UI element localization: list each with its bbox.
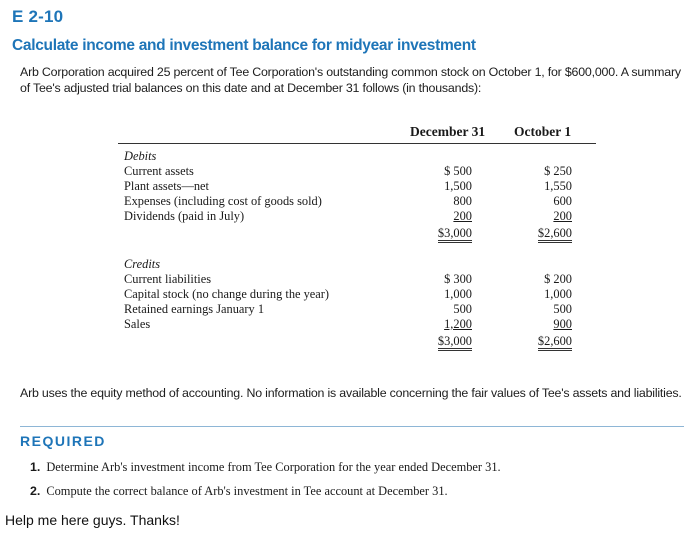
exercise-number: E 2-10 bbox=[12, 7, 64, 26]
debit-label: Plant assets—net bbox=[124, 179, 210, 193]
exercise-intro: Arb Corporation acquired 25 percent of Tee Corporation's outstanding common stock on October 1, for $600,000. A summary of Tee's adjusted trial balances on this date and at December 31 follows (in thousands): bbox=[20, 65, 681, 95]
required-item-1 bbox=[30, 460, 501, 475]
credit-dec31: 500 bbox=[453, 302, 472, 316]
debit-oct1: $ 250 bbox=[544, 164, 572, 178]
debit-label: Expenses (including cost of goods sold) bbox=[124, 194, 322, 208]
credit-dec31: 1,200 bbox=[444, 317, 472, 331]
debit-oct1: 1,550 bbox=[544, 179, 572, 193]
section-divider bbox=[20, 426, 684, 427]
user-comment: Help me here guys. Thanks! bbox=[5, 512, 180, 528]
debits-total-dec31: $3,000 bbox=[402, 226, 472, 241]
debits-heading: Debits bbox=[124, 149, 157, 163]
header-rule bbox=[118, 143, 596, 144]
required-item-text: Determine Arb's investment income from Tee Corporation for the year ended December 31. bbox=[46, 460, 501, 474]
debit-oct1: 200 bbox=[553, 209, 572, 223]
credit-oct1: 500 bbox=[553, 302, 572, 316]
required-item-number: 1. bbox=[30, 460, 41, 474]
credit-oct1: 900 bbox=[553, 317, 572, 331]
credit-dec31: $ 300 bbox=[444, 272, 472, 286]
required-item-2 bbox=[30, 484, 448, 499]
col-header-dec31: December 31 bbox=[410, 124, 486, 139]
credits-total-oct1: $2,600 bbox=[502, 334, 572, 349]
exercise-title: Calculate income and investment balance for midyear investment bbox=[12, 37, 476, 54]
credit-dec31: 1,000 bbox=[444, 287, 472, 301]
credit-oct1: $ 200 bbox=[544, 272, 572, 286]
debit-label: Current assets bbox=[124, 164, 194, 178]
debit-dec31: 800 bbox=[453, 194, 472, 208]
equity-method-note: Arb uses the equity method of accounting. No information is available concerning the fair values of Tee's assets and liabilities. bbox=[20, 386, 682, 400]
col-header-oct1: October 1 bbox=[514, 124, 572, 139]
required-item-text: Compute the correct balance of Arb's investment in Tee account at December 31. bbox=[46, 484, 448, 498]
credit-label: Capital stock (no change during the year) bbox=[124, 287, 330, 301]
credit-label: Retained earnings January 1 bbox=[124, 302, 265, 316]
credit-label: Current liabilities bbox=[124, 272, 212, 286]
credit-label: Sales bbox=[124, 317, 151, 331]
debit-dec31: 200 bbox=[453, 209, 472, 223]
required-heading: REQUIRED bbox=[20, 433, 106, 449]
debit-label: Dividends (paid in July) bbox=[124, 209, 245, 223]
credit-oct1: 1,000 bbox=[544, 287, 572, 301]
debit-dec31: $ 500 bbox=[444, 164, 472, 178]
required-item-number: 2. bbox=[30, 484, 41, 498]
debits-total-oct1: $2,600 bbox=[502, 226, 572, 241]
credits-heading: Credits bbox=[124, 257, 161, 271]
debit-dec31: 1,500 bbox=[444, 179, 472, 193]
credits-total-dec31: $3,000 bbox=[402, 334, 472, 349]
debit-oct1: 600 bbox=[553, 194, 572, 208]
